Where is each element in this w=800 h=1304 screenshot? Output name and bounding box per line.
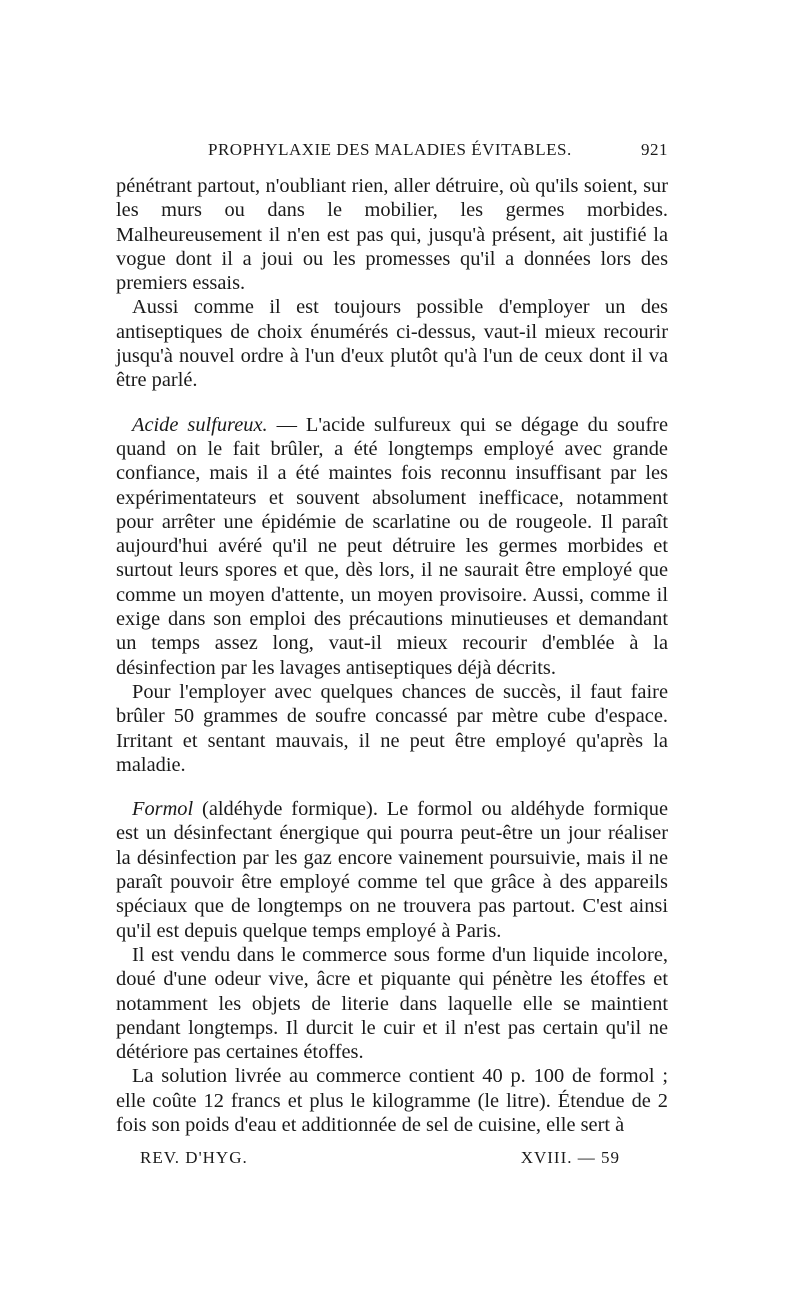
running-title: PROPHYLAXIE DES MALADIES ÉVITABLES.	[208, 140, 572, 159]
paragraph-acide-sulfureux	[116, 413, 668, 680]
page-number: 921	[641, 140, 668, 159]
running-head	[116, 140, 668, 174]
paragraph-5-text: (aldéhyde formique). Le formol ou aldéhyde formique est un désinfectant énergique qui pourra peut-être un jour réaliser la désinfection par les gaz encore vainement poursuivie, mais il ne paraît pouvoir être employé comme tel que grâce à des appareils spéciaux que de longtemps on ne trouvera pas partout. C'est ainsi qu'il est depuis quelque temps employé à Paris.	[116, 798, 668, 942]
paragraph-1: pénétrant partout, n'oubliant rien, aller détruire, où qu'ils soient, sur les murs ou dans le mobilier, les germes morbides. Malheureusement il n'en est pas qui, jusqu'à présent, ait justifié la vogue dont il a joui ou les promesses qu'il a données lors des premiers essais.	[116, 175, 668, 295]
paragraph-formol	[116, 797, 668, 943]
paragraph-2: Aussi comme il est toujours possible d'employer un des antiseptiques de choix énumérés ci-dessus, vaut-il mieux recourir jusqu'à nouvel ordre à l'un d'eux plutôt qu'à l'un de ceux dont il va être parlé.	[116, 296, 668, 392]
section-heading-formol: Formol	[132, 798, 194, 821]
page-footer	[140, 1148, 620, 1168]
journal-abbreviation: REV. D'HYG.	[140, 1148, 248, 1167]
paragraph-7: La solution livrée au commerce contient 40 p. 100 de formol ; elle coûte 12 francs et plus le kilogramme (le litre). Étendue de 2 fois son poids d'eau et additionnée de sel de cuisine, elle sert à	[116, 1065, 668, 1136]
body-text	[116, 174, 668, 1137]
signature-mark: XVIII. — 59	[520, 1148, 620, 1167]
page	[116, 140, 668, 1137]
paragraph-4: Pour l'employer avec quelques chances de succès, il faut faire brûler 50 grammes de soufre concassé par mètre cube d'espace. Irritant et sentant mauvais, il ne peut être employé qu'après la maladie.	[116, 680, 668, 776]
paragraph-6: Il est vendu dans le commerce sous forme d'un liquide incolore, doué d'une odeur vive, âcre et piquante qui pénètre les étoffes et notamment les objets de literie dans laquelle elle se maintient pendant longtemps. Il durcit le cuir et il n'est pas certain qu'il ne détériore pas certaines étoffes.	[116, 943, 668, 1064]
section-heading-acide-sulfureux: Acide sulfureux.	[132, 413, 268, 436]
paragraph-3-text: — L'acide sulfureux qui se dégage du soufre quand on le fait brûler, a été longtemps employé avec grande confiance, mais il a été maintes fois reconnu insuffisant par les expérimentateurs et souvent absolument inefficace, notamment pour arrêter une épidémie de scarlatine ou de rougeole. Il paraît aujourd'hui avéré qu'il ne peut détruire les germes morbides et surtout leurs spores et que, dès lors, il ne saurait être employé que comme un moyen d'attente, un moyen provisoire. Aussi, comme il exige dans son emploi des précautions minutieuses et demandant un temps assez long, vaut-il mieux recourir d'emblée à la désinfection par les lavages antiseptiques déjà décrits.	[116, 413, 668, 679]
